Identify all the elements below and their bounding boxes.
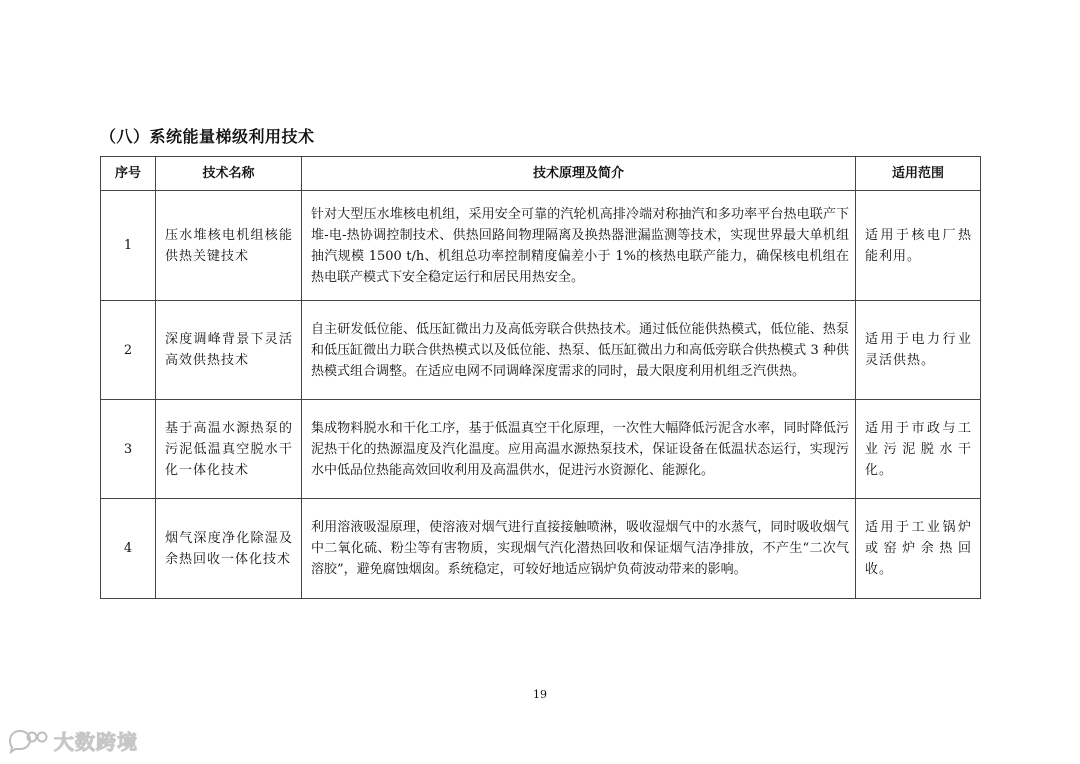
section-title: （八）系统能量梯级利用技术	[100, 127, 315, 146]
row-scope: 适用于电力行业灵活供热。	[856, 301, 981, 400]
page-number: 19	[533, 688, 547, 701]
header-scope: 适用范围	[856, 157, 981, 191]
header-no: 序号	[101, 157, 156, 191]
header-name: 技术名称	[156, 157, 302, 191]
row-scope: 适用于工业锅炉或窑炉余热回收。	[856, 499, 981, 599]
row-name: 深度调峰背景下灵活高效供热技术	[156, 301, 302, 400]
row-desc: 集成物料脱水和干化工序，基于低温真空干化原理，一次性大幅降低污泥含水率，同时降低污泥热干化的热源温度及汽化温度。应用高温水源热泵技术，保证设备在低温状态运行，实现污水中低品位热能高效回收利用及高温供水，促进污水资源化、能源化。	[302, 400, 856, 499]
watermark	[6, 726, 138, 755]
row-name: 烟气深度净化除湿及余热回收一体化技术	[156, 499, 302, 599]
row-name: 基于高温水源热泵的污泥低温真空脱水干化一体化技术	[156, 400, 302, 499]
watermark-text: 大数跨境	[54, 730, 138, 754]
row-scope: 适用于核电厂热能利用。	[856, 191, 981, 301]
header-desc: 技术原理及简介	[302, 157, 856, 191]
row-desc: 利用溶液吸湿原理，使溶液对烟气进行直接接触喷淋，吸收湿烟气中的水蒸气，同时吸收烟气中二氧化硫、粉尘等有害物质，实现烟气汽化潜热回收和保证烟气洁净排放，不产生“二次气溶胶”，避免腐蚀烟囱。系统稳定，可较好地适应锅炉负荷波动带来的影响。	[302, 499, 856, 599]
row-name: 压水堆核电机组核能供热关键技术	[156, 191, 302, 301]
row-desc: 自主研发低位能、低压缸微出力及高低旁联合供热技术。通过低位能供热模式，低位能、热泵和低压缸微出力联合供热模式以及低位能、热泵、低压缸微出力和高低旁联合供热模式 3 种供热模式组合调整。在适应电网不同调峰深度需求的同时，最大限度利用机组乏汽供热。	[302, 301, 856, 400]
table-header-row	[101, 157, 981, 191]
technology-table	[100, 156, 981, 599]
row-no: 2	[101, 301, 156, 400]
chat-bubble-logo-icon	[6, 728, 50, 754]
row-no: 1	[101, 191, 156, 301]
table-row	[101, 499, 981, 599]
table-row	[101, 400, 981, 499]
row-no: 4	[101, 499, 156, 599]
row-no: 3	[101, 400, 156, 499]
table-row	[101, 191, 981, 301]
row-scope: 适用于市政与工业污泥脱水干化。	[856, 400, 981, 499]
table-row	[101, 301, 981, 400]
row-desc: 针对大型压水堆核电机组，采用安全可靠的汽轮机高排冷端对称抽汽和多功率平台热电联产下堆-电-热协调控制技术、供热回路间物理隔离及换热器泄漏监测等技术，实现世界最大单机组抽汽规模 1500 t/h、机组总功率控制精度偏差小于 1%的核热电联产能力，确保核电机组在热电联产模式下安全稳定运行和居民用热安全。	[302, 191, 856, 301]
